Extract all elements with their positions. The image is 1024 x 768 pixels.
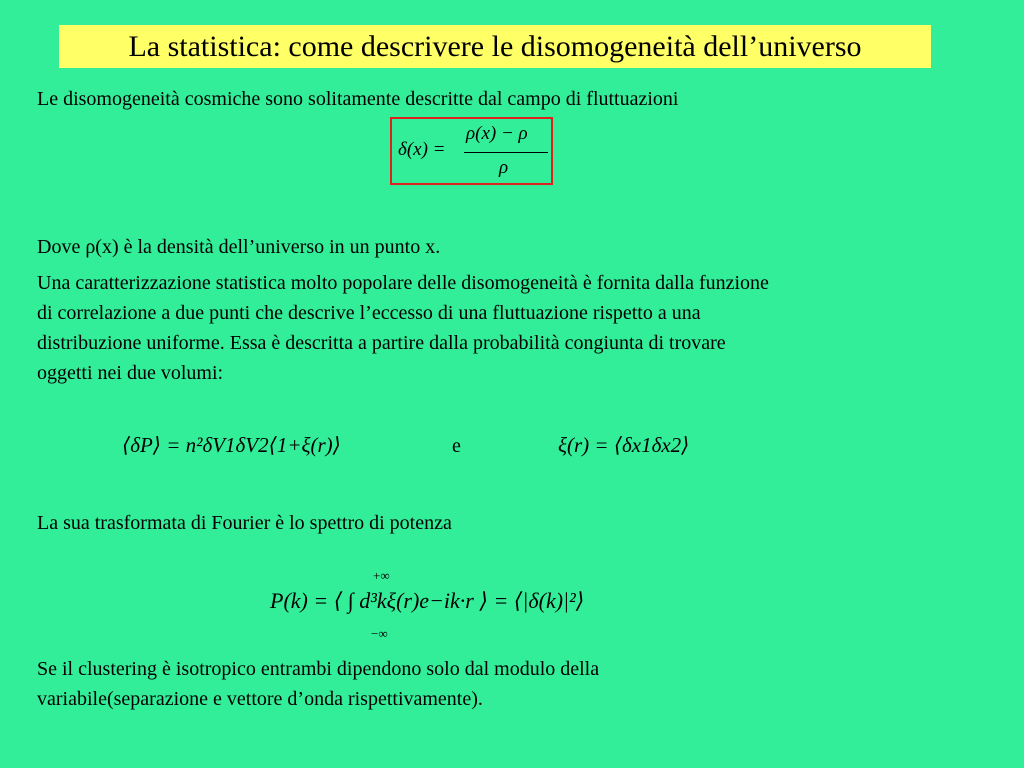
density-definition-text: Dove ρ(x) è la densità dell’universo in un punto x.	[37, 236, 441, 258]
integral-upper-limit: +∞	[373, 568, 390, 583]
delta-denominator: ρ	[499, 157, 509, 178]
power-spectrum-formula: P(k) = ⟨ ∫ d³kξ(r)e−ik·r ⟩ = ⟨|δ(k)|²⟩	[270, 588, 585, 613]
conjunction-e: e	[452, 435, 461, 457]
correlation-line-2: di correlazione a due punti che descrive l’eccesso di una fluttuazione rispetto a una	[37, 302, 701, 324]
delta-numerator: ρ(x) − ρ	[466, 123, 528, 144]
correlation-function-equation: ξ(r) = ⟨δx1δx2⟩	[558, 433, 690, 457]
slide-title: La statistica: come descrivere le disomogeneità dell’universo	[59, 25, 931, 68]
correlation-line-4: oggetti nei due volumi:	[37, 362, 224, 384]
isotropy-line-2: variabile(separazione e vettore d’onda rispettivamente).	[37, 688, 483, 710]
fourier-text: La sua trasformata di Fourier è lo spettro di potenza	[37, 512, 452, 534]
correlation-line-1: Una caratterizzazione statistica molto popolare delle disomogeneità è fornita dalla funzione	[37, 272, 769, 294]
probability-equation: ⟨δP⟩ = n²δV1δV2⟨1+ξ(r)⟩	[122, 433, 341, 457]
fraction-bar	[464, 152, 548, 153]
correlation-line-3: distribuzione uniforme. Essa è descritta a partire dalla probabilità congiunta di trovare	[37, 332, 726, 354]
integral-lower-limit: −∞	[371, 626, 388, 641]
isotropy-line-1: Se il clustering è isotropico entrambi dipendono solo dal modulo della	[37, 658, 600, 680]
fluctuation-field-equation	[390, 117, 553, 185]
delta-lhs: δ(x) =	[398, 139, 446, 160]
intro-text: Le disomogeneità cosmiche sono solitamente descritte dal campo di fluttuazioni	[37, 88, 679, 110]
